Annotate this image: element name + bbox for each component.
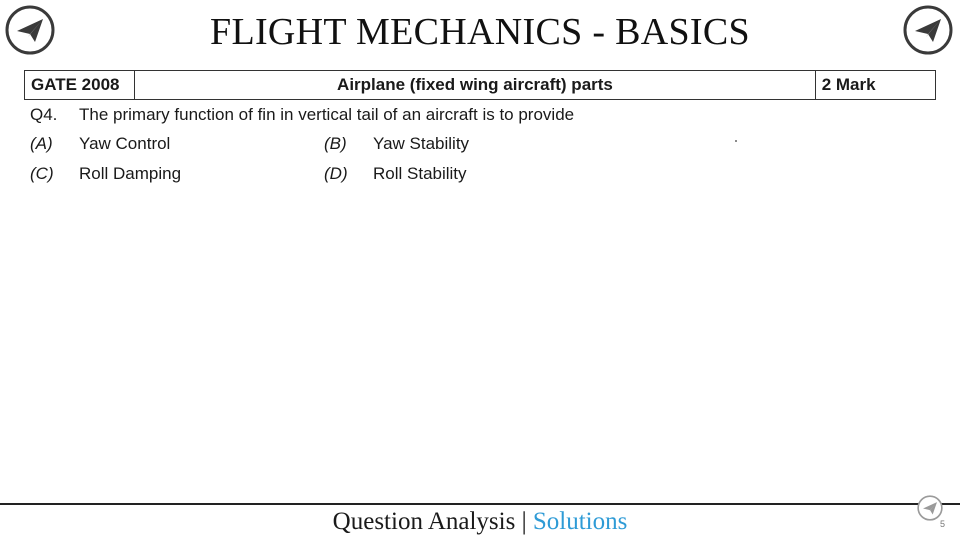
option-b (324, 133, 469, 155)
footer-left-text: Question Analysis (332, 508, 516, 535)
option-a (30, 133, 170, 155)
question-text: The primary function of fin in vertical tail of an aircraft is to provide (79, 105, 575, 124)
marks-cell: 2 Mark (815, 71, 935, 100)
exam-cell: GATE 2008 (25, 71, 135, 100)
paper-plane-logo-right (902, 4, 954, 56)
option-c (30, 163, 181, 185)
footer-caption (0, 506, 960, 538)
option-d (324, 163, 467, 185)
footer-separator: | (521, 508, 527, 535)
question-line (30, 104, 574, 126)
question-header-row (25, 71, 936, 100)
paper-plane-icon (902, 4, 954, 56)
stray-dot (735, 140, 737, 142)
footer-logo (916, 494, 944, 522)
option-label: (B) (324, 134, 347, 153)
option-label: (C) (30, 164, 54, 183)
page-title: FLIGHT MECHANICS - BASICS (210, 11, 750, 53)
footer-right-text: Solutions (532, 508, 628, 535)
option-text: Yaw Stability (373, 134, 470, 153)
option-text: Yaw Control (79, 134, 171, 153)
option-label: (A) (30, 134, 53, 153)
question-number: Q4. (30, 105, 58, 124)
option-text: Roll Damping (79, 164, 182, 183)
topic-cell: Airplane (fixed wing aircraft) parts (135, 71, 815, 100)
option-text: Roll Stability (373, 164, 467, 183)
paper-plane-icon (916, 494, 944, 522)
option-label: (D) (324, 164, 348, 183)
footer-divider (0, 503, 960, 505)
page-number: 5 (940, 519, 946, 529)
question-header-table (24, 70, 936, 100)
